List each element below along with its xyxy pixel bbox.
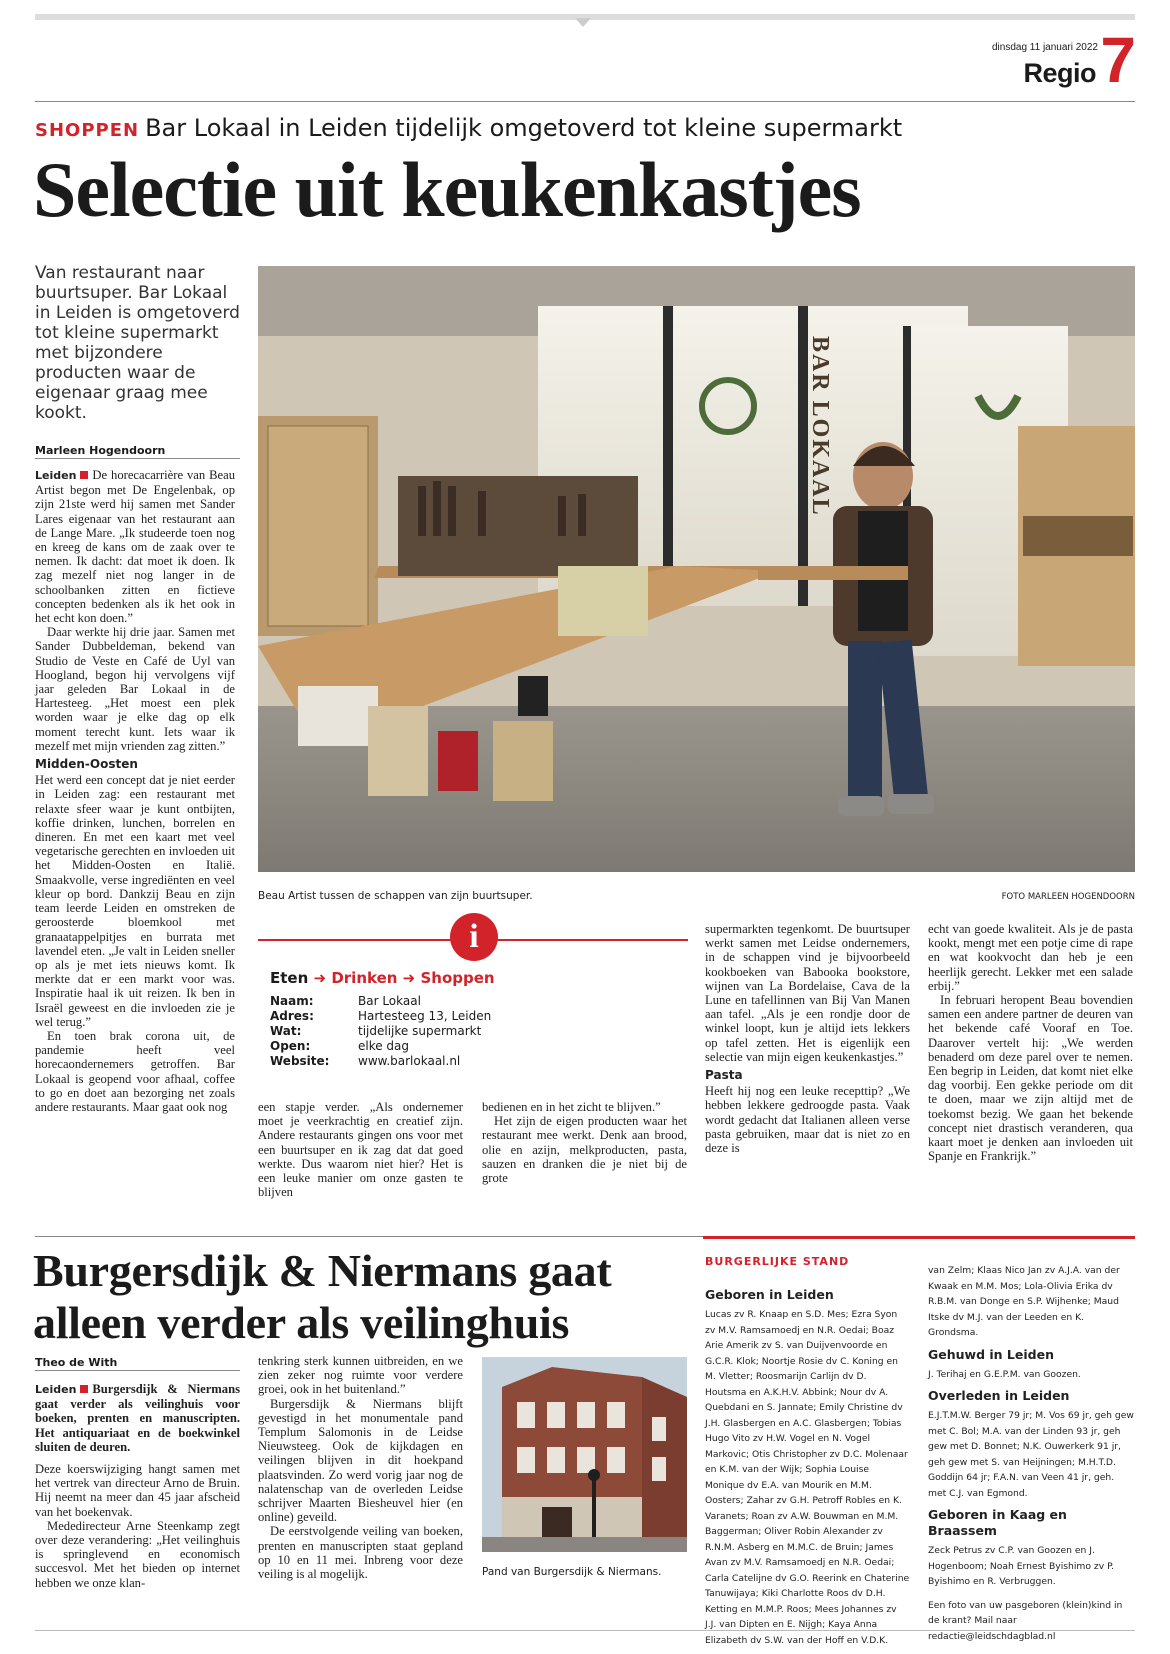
- birth-list: van Zelm; Klaas Nico Jan zv A.J.A. van der Kwaak en M.M. Mos; Lola-Olivia Erika dv R.B.M. van Donge en S.P. Wijhenke; Maud Itske dv M.J. van der Leeden en K. Grondsma.: [928, 1265, 1120, 1338]
- infobox-heading: [270, 969, 495, 987]
- issue-date: dinsdag 11 januari 2022: [991, 42, 1098, 53]
- infobox-row: [270, 1024, 491, 1039]
- subhead: Overleden in Leiden: [928, 1388, 1070, 1403]
- dateline-square-icon: [80, 1385, 88, 1393]
- byline-rule: [35, 458, 240, 459]
- paragraph: En toen brak corona uit, de pandemie heeft veel horecaondernemers getroffen. Bar Lokaal is geopend voor afhaal, coffee to go en doet aan bezorging net zoals andere restaurants. Maar gaat ook nog: [35, 1028, 235, 1114]
- birth-list: Zeck Petrus zv C.P. van Goozen en J. Hogenboom; Noah Ernest Byishimo zv P. Byishimo en R. Verbruggen.: [928, 1545, 1115, 1587]
- infobox-row: [270, 1054, 491, 1069]
- paragraph: Heeft hij nog een leuke recepttip? „We hebben lekkere gedroogde pasta. Vaak wordt gedacht dat Italianen alleen verse pasta gebruiken, maar dat is niet zo en deze is: [705, 1084, 910, 1156]
- dateline-place: Leiden: [35, 469, 77, 482]
- paragraph: een stapje verder. „Als ondernemer moet je veerkrachtig en creatief zijn. Andere restaurants gingen ons voor met een buurtsuper en ik zag dat dat goed werkte. Dus waarom niet hier? Het is een leuke manier om onze gasten te blijven: [258, 1100, 463, 1200]
- byline: Theo de With: [35, 1356, 118, 1369]
- section-title: Regio: [1023, 58, 1096, 88]
- store-photo-illustration: [258, 266, 1135, 872]
- infobox-row: [270, 994, 491, 1009]
- building-photo-illustration: [482, 1357, 687, 1552]
- building-photo: [482, 1357, 687, 1552]
- infobox-value: Hartesteeg 13, Leiden: [358, 1009, 492, 1023]
- article2-headline: Burgersdijk & Niermans gaat alleen verder als veilinghuis: [33, 1245, 612, 1348]
- paragraph: tenkring sterk kunnen uitbreiden, en we zien zeker nog ruimte voor verdere groei, ook in het buitenland.”: [258, 1354, 463, 1397]
- photo-credit: FOTO MARLEEN HOGENDOORN: [1001, 892, 1135, 902]
- subhead: Geboren in Kaag en Braassem: [928, 1507, 1067, 1538]
- paragraph: Burgersdijk & Niermans blijft gevestigd in het monumentale pand Templum Salomonis in de Leidse Nieuwsteeg. Ook de kijkdagen en veilingen blijven in dit hoekpand plaatsvinden. Zo werd vorig jaar nog de nalatenschap van de overleden Leidse schrijver Maarten Biesheuvel hier (en online) geveild.: [258, 1396, 463, 1525]
- paragraph: echt van goede kwaliteit. Als je de pasta kookt, mengt met een potje cime di rape en wat kookvocht dan heb je een heerlijk gerecht. Lekker met een salade erbij.”: [928, 922, 1133, 993]
- infobox-heading-shoppen: Shoppen: [420, 969, 495, 987]
- paragraph: De eerstvolgende veiling van boeken, prenten en manuscripten staat gepland op 10 en 11 mei. Inbreng voor deze veiling is al mogelijk.: [258, 1524, 463, 1582]
- article2-column-2: [258, 1354, 463, 1581]
- subhead: Geboren in Leiden: [705, 1287, 834, 1302]
- website-link[interactable]: www.barlokaal.nl: [358, 1054, 461, 1068]
- marriage-list: J. Terihaj en G.E.P.M. van Goozen.: [928, 1368, 1081, 1380]
- building-photo-caption: Pand van Burgersdijk & Niermans.: [482, 1566, 662, 1578]
- dateline-place: Leiden: [35, 1383, 77, 1396]
- byline: Marleen Hogendoorn: [35, 444, 166, 457]
- dateline-square-icon: [80, 471, 88, 479]
- infobox-label: Website:: [270, 1054, 330, 1068]
- infobox-label: Wat:: [270, 1024, 302, 1038]
- paragraph: In februari heropent Beau bovendien samen een andere partner de deuren van het bekende café Vooraf en Toe. Daarover vertelt hij: „We werden benaderd om deze parel over te nemen. Een begrip in Leiden, dat komt niet elke dag voorbij. Een gekke periode om dit te doen, maar we zijn altijd met de toekomst bezig. We gaan het bekende concept niet drastisch veranderen, qua kaart moet je denken aan invloeden uit Spanje en Frankrijk.”: [928, 993, 1133, 1164]
- store-sign: BAR LOKAAL: [807, 336, 833, 517]
- paragraph: bedienen en in het zicht te blijven.”: [482, 1100, 661, 1114]
- burgerlijke-stand-column-1: [705, 1285, 910, 1654]
- main-headline: Selectie uit keukenkastjes: [33, 146, 861, 233]
- subhead: Midden-Oosten: [35, 757, 138, 772]
- kicker: [35, 114, 902, 142]
- burgerlijke-stand-bar: [703, 1236, 1135, 1239]
- burgerlijke-stand-title: BURGERLIJKE STAND: [705, 1255, 850, 1268]
- header-divider: [35, 101, 1135, 102]
- infobox-row: [270, 1009, 491, 1024]
- infobox-label: Open:: [270, 1039, 311, 1053]
- paragraph: Mededirecteur Arne Steenkamp zegt over deze verandering: „Het veilinghuis is springlevend en economisch succesvol. Met het bieden op internet hebben we onze klan-: [35, 1518, 240, 1590]
- paragraph: De horecacarrière van Beau Artist begon met De Engelenbak, op zijn 21ste werd hij samen met Sander Lares eigenaar van het restaurant aan de Lange Mare. „Ik studeerde toen nog en kreeg de kans om de zaak over te nemen. Ik dacht: dat moet ik doen. Ik zag mezelf niet nog langer in de schoolbanken zitten en fictieve concepten bedenken als ik het ook in het echt kon doen.”: [35, 468, 235, 626]
- infobox-label: Naam:: [270, 994, 314, 1008]
- infobox-value: Bar Lokaal: [358, 994, 421, 1008]
- kicker-label: SHOPPEN: [35, 120, 140, 141]
- paragraph: Het werd een concept dat je niet eerder in Leiden zag: een restaurant met relaxte sfeer waar je kunt ontbijten, koffie drinken, lunchen, borrelen en dineren. En met een kaart met veel vegetarische gerechten en invloeden uit het Midden-Oosten en Italië. Smaakvolle, verse ingrediënten en veel kleur op bord. Dankzij Beau en zijn team leerde Leiden en omstreken de geroosterde bloemkool met granaatappelpitjes en burrata met lavendel eten. „Je valt in Leiden sneller op als je met iets nieuws komt. Ik merkte dat er een markt voor was. Inspiratie haal ik uit reizen. Ik ben in Israël geweest en die invloeden zie je wel terug.”: [35, 773, 235, 1029]
- subhead: Gehuwd in Leiden: [928, 1346, 1054, 1362]
- paragraph: Deze koerswijziging hangt samen met het vertrek van directeur Arno de Bruin. Hij neemt na meer dan 45 jaar afscheid van het boekenvak.: [35, 1462, 240, 1519]
- birth-list: Lucas zv R. Knaap en S.D. Mes; Ezra Syon zv M.V. Ramsamoedj en N.R. Oedai; Boaz Arie Amerik zv S. van Duijvenvoorde en G.C.R. Klok; Noortje Rosie dv C. Koning en M. Vletter; Roosmarijn Carlijn dv D. Houtsma en A.K.H.V. Abbink; Nour dv A. Quebdani en S. Jannate; Emily Christine dv J.H. Glasbergen en A.C. Glasbergen; Tobias Hugo Vito zv H.W. Vogel en N. Vogel Markovic; Otis Christopher zv D.C. Molenaar en K.M. van der Wijk; Sophia Louise Monique dv E.A. van Mourik en M.M. Oosters; Zahar zv G.H. Petroff Robles en K. Varanets; Roan zv A.W. Bouwman en M.M. Baggerman; Oliver Robin Alexander zv R.N.M. Asberg en M.M.C. de Bruin; James Avan zv M.V. Ramsamoedj en N.R. Oedai; Carla Catelijne dv G.O. Reerink en Chaterine Tanuwijaya; Kiki Charlotte Roos dv D.H. Ketting en M.M.P. Roos; Mees Johannes zv J.J. van Dipten en E. Nijgh; Kaya Anna Elizabeth dv S.W. van der Hoff en V.D.K.: [705, 1309, 910, 1646]
- burgerlijke-stand-column-2: [928, 1263, 1135, 1650]
- infobox-heading-drinken: Drinken: [331, 969, 398, 987]
- article-column-1: [35, 468, 235, 1114]
- death-list: E.J.T.M.W. Berger 79 jr; M. Vos 69 jr, geh gew met C. Bol; M.A. van der Linden 93 jr, geh gew met D. Bonnet; N.K. Ouwerkerk 91 jr, geh gew met S. van Heijningen; M.H.T.D. Goddijn 64 jr; F.A.N. van Veen 41 jr, geh. met C.J. van Egmond.: [928, 1410, 1134, 1499]
- infobox-value: elke dag: [358, 1039, 410, 1053]
- info-icon: i: [450, 913, 498, 961]
- infobox-row: [270, 1039, 491, 1054]
- photo-caption: Beau Artist tussen de schappen van zijn buurtsuper.: [258, 890, 533, 902]
- arrow-icon: ➜: [402, 969, 416, 987]
- article-column-3: [482, 1100, 687, 1185]
- kicker-text: Bar Lokaal in Leiden tijdelijk omgetoverd tot kleine supermarkt: [145, 114, 903, 142]
- paragraph: Het zijn de eigen producten waar het restaurant mee werkt. Denk aan brood, olie en azijn, melkproducten, pasta, sauzen en dranken die je niet bij de grote: [482, 1114, 687, 1186]
- article2-lead: Burgersdijk & Niermans gaat verder als veilinghuis voor boeken, prenten en manuscripten. Het antiquariaat en de boekwinkel sluiten de deuren.: [35, 1382, 240, 1454]
- infobox-heading-eten: Eten: [270, 969, 309, 987]
- article-column-2: [258, 1100, 463, 1199]
- infobox-table: [270, 994, 491, 1069]
- infobox-value: tijdelijke supermarkt: [358, 1024, 482, 1038]
- article-intro: Van restaurant naar buurtsuper. Bar Lokaal in Leiden is omgetoverd tot kleine supermarkt met bijzondere producten waar de eigenaar graag mee kookt.: [35, 263, 240, 423]
- article2-column-1: [35, 1382, 240, 1590]
- paragraph: Daar werkte hij drie jaar. Samen met Sander Dubbeldeman, bekend van Studio de Veste en Café de Uyl van Hoogland, begon hij vervolgens vijf jaar geleden Bar Lokaal in de Hartesteeg. „Het moest een plek worden waar je elke dag op elk moment terecht kunt. Iets waar ik mezelf met mijn vrienden zag zitten.”: [35, 625, 235, 753]
- paragraph: supermarkten tegenkomt. De buurtsuper werkt samen met Leidse ondernemers, in de schappen vind je bijvoorbeeld kookboeken van Babooka bookstore, wijnen van La Bordelaise, Cava de la Lune en tafellinnen van Bij Van Manen aan tafel. „Als je een rondje door de winkel loopt, kun je altijd iets lekkers op tafel zetten. Het is eigenlijk een selectie van mijn eigen keukenkastjes.”: [705, 922, 910, 1064]
- article-column-5: [928, 922, 1133, 1163]
- top-notch-icon: [575, 18, 591, 27]
- submission-note[interactable]: Een foto van uw pasgeboren (klein)kind in de krant? Mail naar redactie@leidschdagblad.nl: [928, 1599, 1123, 1642]
- byline-rule: [35, 1370, 240, 1371]
- article-column-4: [705, 922, 910, 1155]
- arrow-icon: ➜: [313, 969, 327, 987]
- infobox-label: Adres:: [270, 1009, 314, 1023]
- footer-rule: [35, 1630, 1135, 1631]
- subhead: Pasta: [705, 1068, 743, 1083]
- store-photo: [258, 266, 1135, 872]
- page-number: 7: [1100, 24, 1136, 96]
